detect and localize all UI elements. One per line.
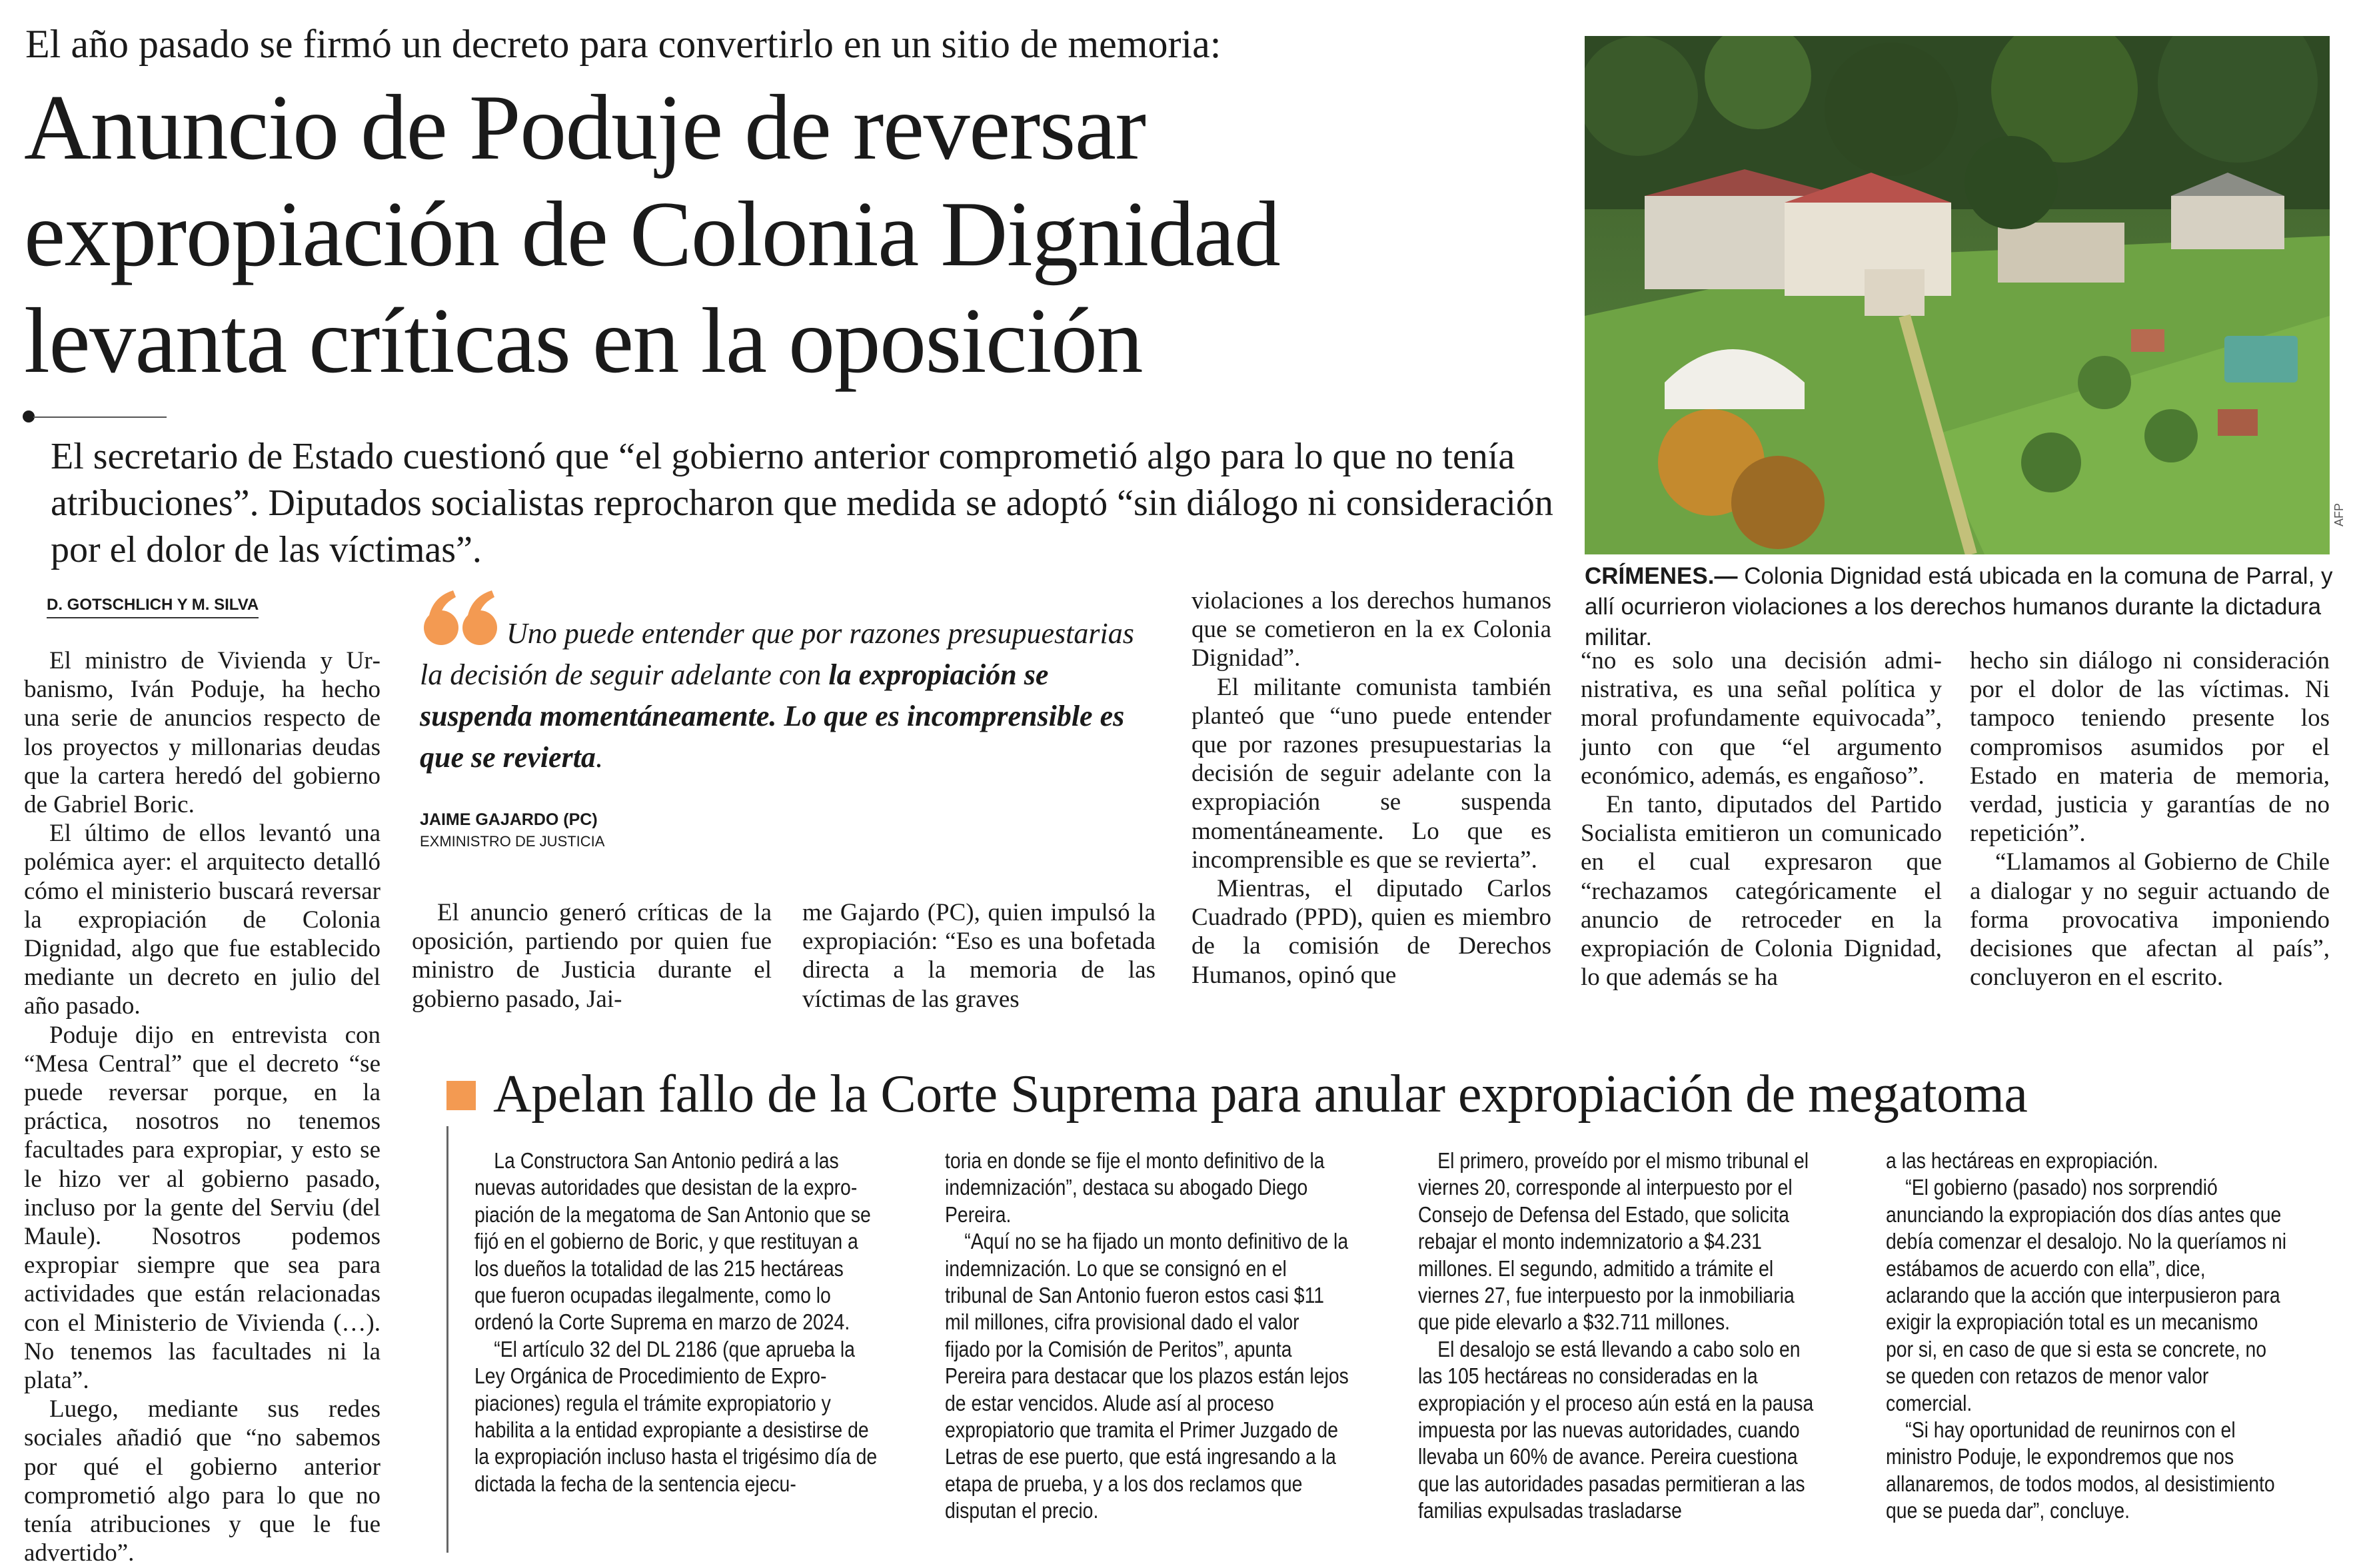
sub-column-2 <box>945 1148 1349 1525</box>
pull-quote-end: . <box>595 741 603 774</box>
pull-quote-role: EXMINISTRO DE JUSTICIA <box>420 833 605 850</box>
paragraph: Mientras, el diputado Carlos Cuadrado (PPD), quien es miembro de la comisión de Derechos Humanos, opinó que <box>1191 875 1551 989</box>
sidebar-rule <box>446 1126 448 1553</box>
photo-credit: AFP <box>2332 502 2346 526</box>
paragraph: En tanto, diputados del Partido Socialista emitieron un comunicado en el cual expresaron que “rechazamos categóricamente el anuncio de retroceder en la expropiación de Colonia Dignidad, lo que además se ha <box>1581 791 1942 992</box>
headline-line-2: expropiación de Colonia Dignidad <box>24 183 1280 286</box>
paragraph: me Gajardo (PC), quien impulsó la expropiación: “Eso es una bofetada directa a la memoria de las víctimas de las graves <box>802 899 1156 1013</box>
caption-label: CRÍMENES.— <box>1585 563 1738 589</box>
bajada: El secretario de Estado cuestionó que “el gobierno anterior comprometió algo para lo que no tenía atribuciones”. Diputados socialistas reprocharon que medida se adoptó “sin diálogo ni consideración por el dolor de las víctimas”. <box>51 436 1553 570</box>
paragraph: El desalojo se está llevando a cabo solo en las 105 hectáreas no consideradas en la expropiación y el proceso aún está en la pausa impuesta por las nuevas autoridades, cuando llevaba un 60% de avance. Pereira cuestiona que las autoridades pasadas permitieran a las familias expulsadas trasladarse <box>1418 1336 1814 1523</box>
paragraph: El último de ellos levantó una polémica ayer: el arquitecto detalló cómo el ministerio buscará reversar la expropiación de Colonia Dignidad, algo que fue establecido mediante un decreto en julio del año pasado. <box>24 820 381 1020</box>
headline <box>24 75 1570 394</box>
article-column-1 <box>24 646 381 1568</box>
rule-line <box>33 416 167 418</box>
caption-text: Colonia Dignidad está ubicada en la comuna de Parral, y allí ocurrieron violaciones a los derechos humanos durante la dictadura militar. <box>1585 563 2333 650</box>
paragraph: El anuncio generó críticas de la oposición, partiendo por quien fue ministro de Justicia durante el gobierno pasado, Jai- <box>412 899 772 1013</box>
byline: D. GOTSCHLICH Y M. SILVA <box>47 596 259 618</box>
paragraph: La Constructora San Antonio pedirá a las nuevas autoridades que desistan de la expropiación de la megatoma de San Antonio que se fijó en el gobierno de Boric, y que restituyan a los dueños la totalidad de las 215 hectáreas que fueron ocupadas ilegalmente, como lo ordenó la Corte Suprema en marzo de 2024. <box>474 1148 871 1335</box>
photo-caption <box>1585 561 2338 653</box>
paragraph: “El artículo 32 del DL 2186 (que aprueba la Ley Orgánica de Procedimiento de Expropiaciones) regula el trámite expropiatorio y habilita a la entidad expropiante a desistirse de la expropiación incluso hasta el trigésimo día de dictada la fecha de la sentencia ejecu- <box>474 1336 878 1496</box>
paragraph: Luego, mediante sus redes sociales añadió que “no sabemos por qué el gobierno anterior comprometió algo para lo que no tenía atribuciones y que le fue advertido”. <box>24 1395 381 1567</box>
paragraph: “no es solo una decisión administrativa, es una señal política y moral profundamente equivocada”, junto con que “el argumento económico, además, es engañoso”. <box>1581 647 1942 790</box>
pull-quote-normal: Uno puede entender que por razones presupuestarias la decisión de seguir adelante con <box>420 617 1134 691</box>
sub-column-1 <box>474 1148 878 1497</box>
paragraph: El militante comunista también planteó que “uno puede entender que por razones presupuestarias la decisión de seguir adelante con la expropiación se suspenda momentáneamente. Lo que es incomprensible es que se revierta”. <box>1191 673 1551 874</box>
paragraph: “Aquí no se ha fijado un monto definitivo de la indemnización. Lo que se consignó en el tribunal de San Antonio fueron estos casi $11 mil millones, cifra provisional dado el valor fijado por la Comisión de Peritos”, apunta Pereira para destacar que los plazos están lejos de estar vencidos. Alude así al proceso expropiatorio que tramita el Primer Juzgado de Letras de ese puerto, que está ingresando a la etapa de prueba, y a los dos reclamos que disputan el precio. <box>945 1229 1349 1523</box>
headline-line-1: Anuncio de Poduje de reversar <box>24 76 1146 179</box>
article-column-6 <box>1970 646 2330 992</box>
article-column-3 <box>802 898 1156 1014</box>
aerial-photo <box>1585 36 2330 554</box>
headline-line-3: levanta críticas en la oposición <box>24 289 1143 392</box>
paragraph: “Si hay oportunidad de reunirnos con el ministro Poduje, le expondremos que nos allanaremos, de todos modos, al desistimiento que se pueda dar”, concluye. <box>1886 1417 2275 1523</box>
pull-quote-author: JAIME GAJARDO (PC) <box>420 810 598 829</box>
sub-column-4 <box>1886 1148 2290 1525</box>
article-column-4 <box>1191 586 1551 990</box>
paragraph: Poduje dijo en entrevista con “Mesa Central” que el decreto “se puede reversar porque, en la práctica, nosotros no tenemos facultades para expropiar, y esto se le hizo ver al gobierno pasado, incluso por la gente del Serviu (del Maule). Nosotros podemos expropiar siempre que sea para actividades que están relacionadas con el Ministerio de Vivienda (…). No tenemos las facultades ni la plata”. <box>24 1021 381 1395</box>
paragraph: El primero, proveído por el mismo tribunal el viernes 20, corresponde al interpuesto por el Consejo de Defensa del Estado, que solicita rebajar el monto indemnizatorio a $4.231 millones. El segundo, admitido a trámite el viernes 27, fue interpuesto por la inmobiliaria que pide elevarlo a $32.711 millones. <box>1418 1148 1809 1335</box>
orange-square-icon <box>446 1081 476 1110</box>
sub-column-3 <box>1418 1148 1822 1525</box>
paragraph: hecho sin diálogo ni consideración por el dolor de las víctimas. Ni tampoco teniendo presente los compromisos asumidos por el Estado en materia de memoria, verdad, justicia y garantías de no repetición”. <box>1970 647 2330 848</box>
paragraph: “El gobierno (pasado) nos sorprendió anunciando la expropiación dos días antes que debía comenzar el desalojo. No la queríamos ni estábamos de acuerdo con ella”, dice, aclarando que la acción que interpusieron para exigir la expropiación total es un mecanismo por si, en caso de que si esta se concrete, no se queden con retazos de menor valor comercial. <box>1886 1175 2287 1415</box>
paragraph: toria en donde se fije el monto definitivo de la indemnización”, destaca su abogado Diego Pereira. <box>945 1148 1325 1227</box>
subheadline: Apelan fallo de la Corte Suprema para anular expropiación de megatoma <box>493 1065 2028 1124</box>
article-column-5 <box>1581 646 1942 992</box>
paragraph: a las hectáreas en expropiación. <box>1886 1148 2158 1173</box>
pull-quote <box>420 613 1160 778</box>
article-column-2 <box>412 898 772 1014</box>
kicker: El año pasado se firmó un decreto para convertirlo en un sitio de memoria: <box>25 22 1221 66</box>
paragraph: “Llamamos al Gobierno de Chile a dialogar y no seguir actuando de forma provocativa imponiendo decisiones que afectan al país”, concluyeron en el escrito. <box>1970 848 2330 992</box>
paragraph: El ministro de Vivienda y Urbanismo, Iván Poduje, ha hecho una serie de anuncios respecto de los proyectos y millonarias deudas que la cartera heredó del gobierno de Gabriel Boric. <box>24 647 381 819</box>
paragraph: violaciones a los derechos humanos que se cometieron en la ex Colonia Dignidad”. <box>1191 587 1551 672</box>
pull-quote-bold: la expropiación se suspenda momentáneamente. Lo que es incomprensible es que se revierta <box>420 658 1125 774</box>
